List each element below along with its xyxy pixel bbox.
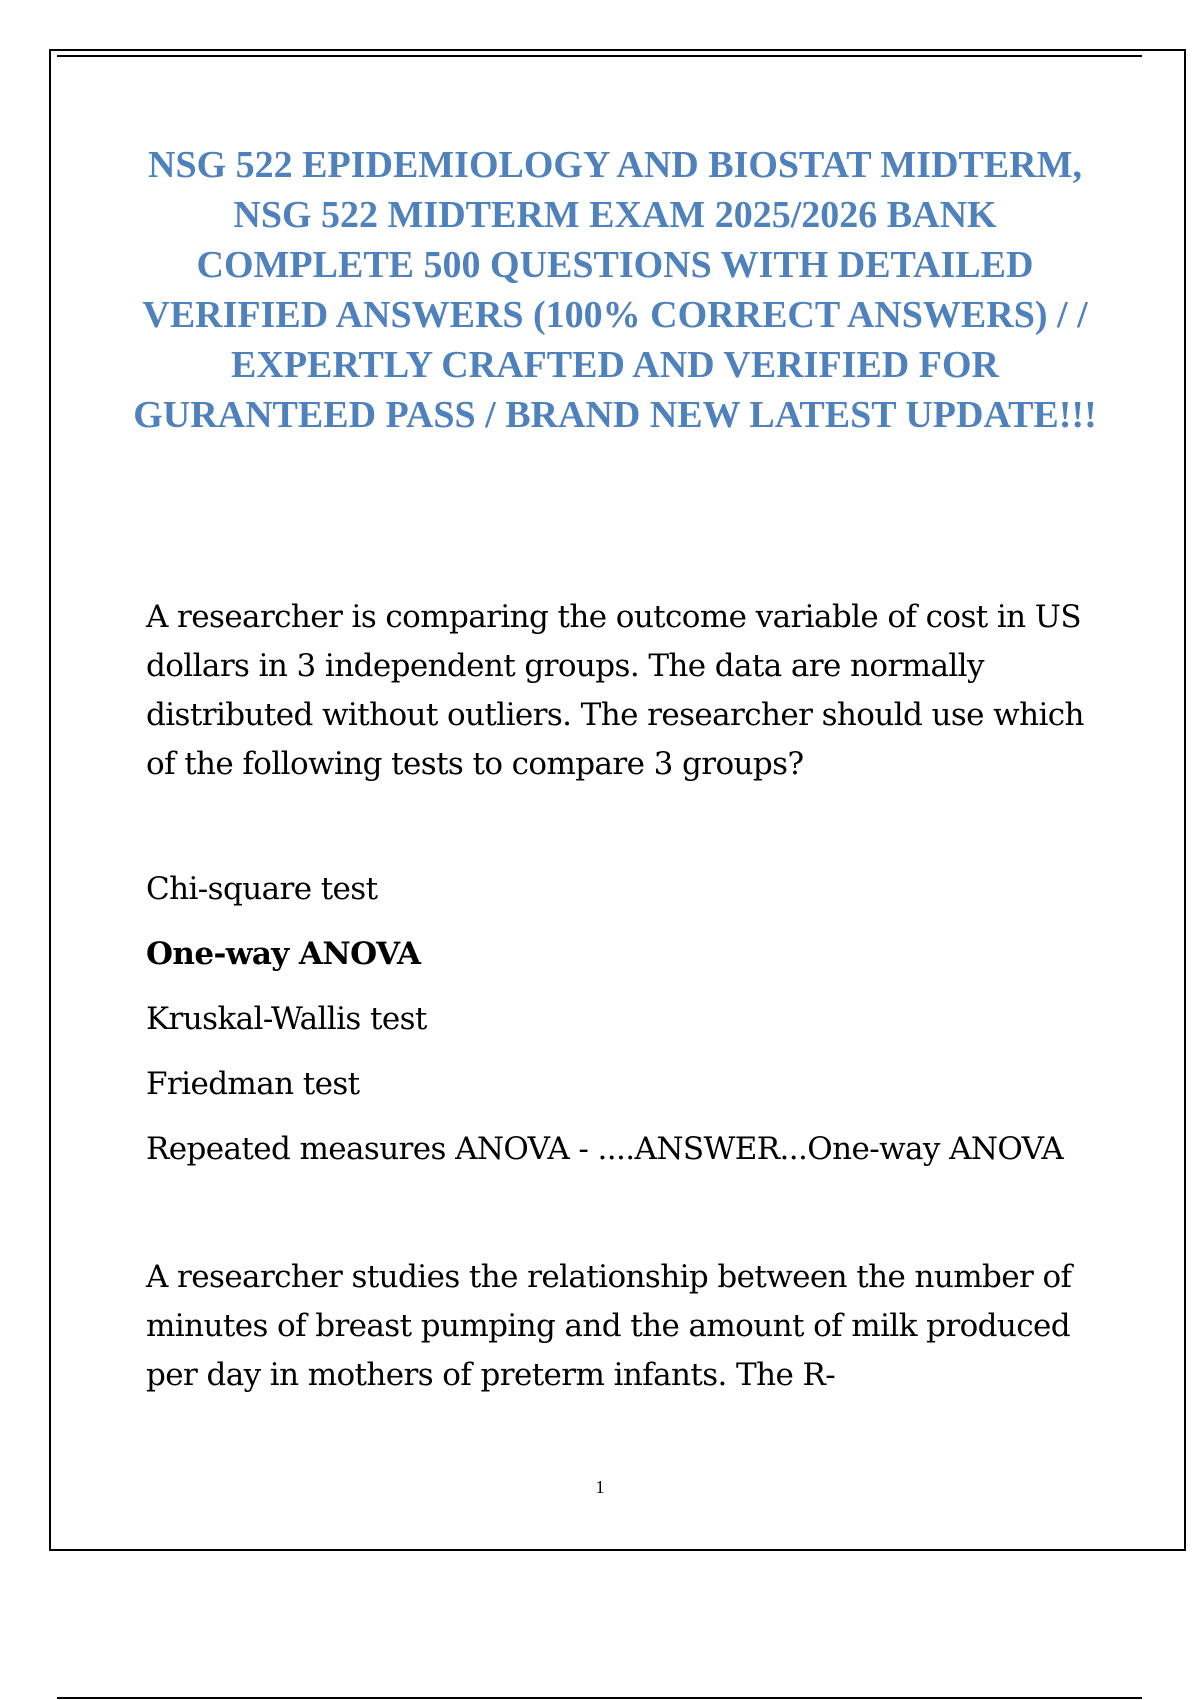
question-1-options (146, 865, 1096, 1174)
document-body (146, 593, 1096, 1400)
question-2-text: A researcher studies the relationship between the number of minutes of breast pumping and the amount of milk produced per day in mothers of preterm infants. The R- (146, 1259, 1072, 1393)
option-friedman: Friedman test (146, 1066, 360, 1102)
option-kruskal-wallis: Kruskal-Wallis test (146, 1001, 427, 1037)
option-repeated-measures-with-answer: Repeated measures ANOVA - ....ANSWER...One-way ANOVA (146, 1131, 1064, 1167)
next-page-top-rule (57, 1697, 1142, 1699)
question-1-text: A researcher is comparing the outcome variable of cost in US dollars in 3 independent groups. The data are normally distributed without outliers. The researcher should use which of the following tests to compare 3 groups? (146, 599, 1084, 782)
option-chi-square: Chi-square test (146, 871, 378, 907)
option-one-way-anova-correct: One-way ANOVA (146, 936, 421, 972)
page-number: 1 (595, 1477, 605, 1497)
document-title: NSG 522 EPIDEMIOLOGY AND BIOSTAT MIDTERM, NSG 522 MIDTERM EXAM 2025/2026 BANK COMPLETE 500 QUESTIONS WITH DETAILED VERIFIED ANSWERS (100% CORRECT ANSWERS) / / EXPERTLY CRAFTED AND VERIFIED FOR GURANTEED PASS / BRAND NEW LATEST UPDATE!!! (133, 144, 1097, 436)
top-rule (57, 55, 1142, 57)
